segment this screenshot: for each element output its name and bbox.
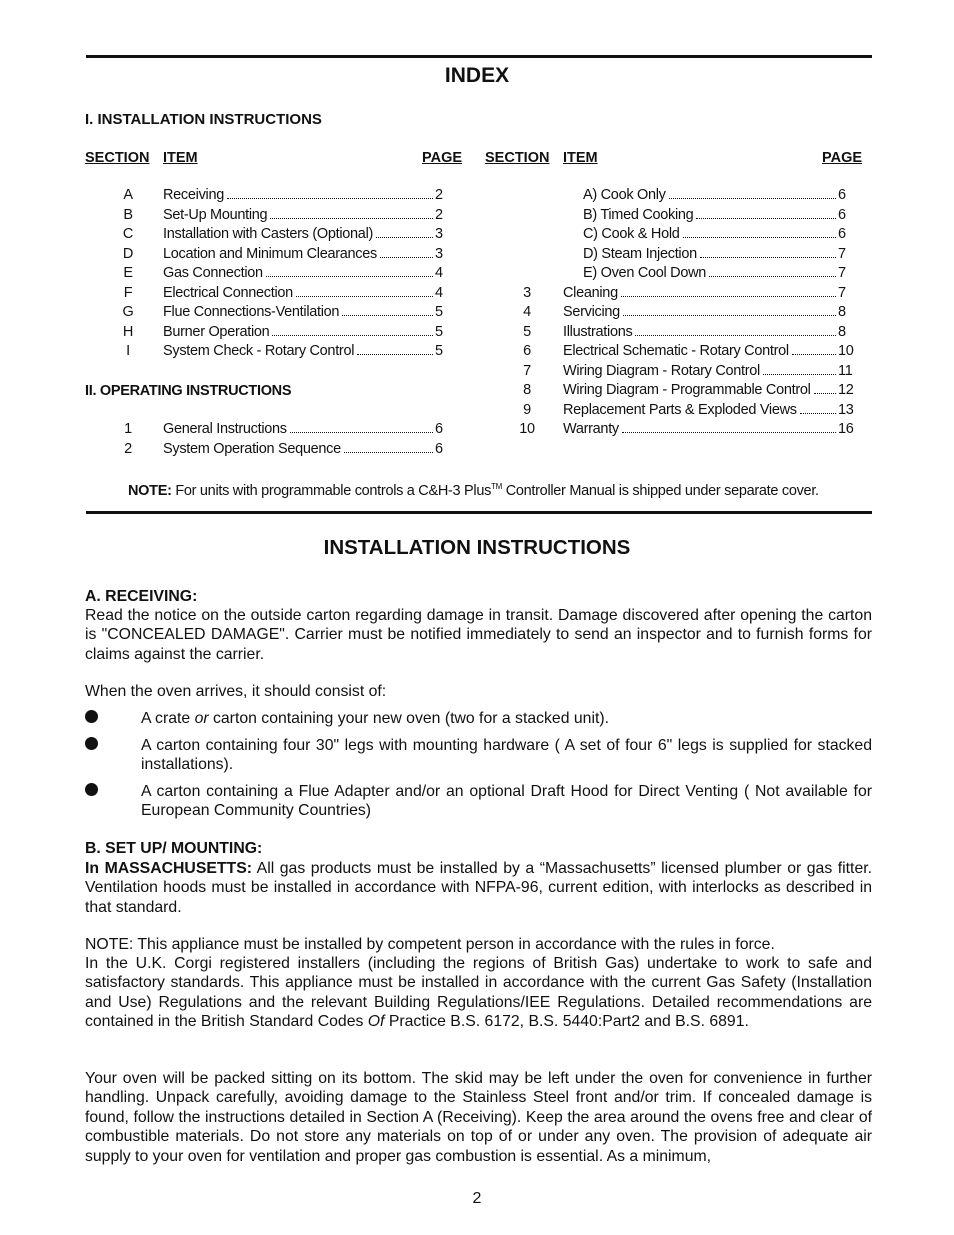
toc-item-label: Receiving <box>163 187 224 203</box>
index-note <box>128 482 819 499</box>
toc-item-label: C) Cook & Hold <box>583 226 680 242</box>
toc-row <box>485 187 855 207</box>
toc-item-label: Location and Minimum Clearances <box>163 245 377 262</box>
trademark: TM <box>491 482 502 491</box>
dot-leader <box>623 315 836 316</box>
left-header-section: SECTION <box>85 150 150 166</box>
toc-section: A <box>123 187 133 203</box>
right-header-page: PAGE <box>822 150 863 166</box>
note-text-before: For units with programmable controls a C&H-3 Plus <box>171 482 492 499</box>
toc-row <box>85 304 445 324</box>
part1-title: I. INSTALLATION INSTRUCTIONS <box>85 111 322 128</box>
toc-section: D <box>122 245 134 262</box>
toc-item <box>163 285 445 301</box>
toc-item-label: E) Oven Cool Down <box>583 265 707 281</box>
toc-item <box>563 324 855 340</box>
toc-page: 6 <box>435 440 443 457</box>
note-label: NOTE: <box>128 482 172 499</box>
left-header-item: ITEM <box>163 150 198 166</box>
toc-page: 10 <box>838 343 854 359</box>
toc-item <box>563 382 855 398</box>
toc-item-label: Burner Operation <box>163 323 270 340</box>
receiving-paragraph: Read the notice on the outside carton regarding damage in transit. Damage discovered after opening the carton is "CONCEALED DAMAGE". Carrier must be notified immediately to send an inspector and to furnish forms for claims against the carrier. <box>85 607 872 663</box>
toc-section: C <box>122 226 134 242</box>
toc-item-label: System Operation Sequence <box>163 440 341 457</box>
dot-leader <box>622 432 836 433</box>
dot-leader <box>380 257 433 258</box>
toc-item <box>563 343 855 359</box>
massachusetts-paragraph: In MASSACHUSETTS: All gas products must be installed by a “Massachusetts” licensed plumber or gas fitter. Ventilation hoods must be installed in accordance with NFPA-96, current edition, with interlocks as described in that standard. <box>85 860 873 916</box>
toc-page: 7 <box>838 284 846 301</box>
dot-leader <box>272 335 433 336</box>
toc-section: 7 <box>523 362 531 379</box>
toc-row <box>85 324 445 344</box>
note-text-after: Controller Manual is shipped under separate cover. <box>502 482 819 499</box>
toc-row <box>485 285 855 305</box>
toc-item-label: Servicing <box>563 304 620 320</box>
toc-row <box>85 187 445 207</box>
dot-leader <box>792 354 836 355</box>
toc-page: 7 <box>838 265 846 281</box>
toc-item-label: Replacement Parts & Exploded Views <box>563 401 797 418</box>
toc-page: 7 <box>838 245 846 262</box>
toc-item <box>583 246 855 262</box>
toc-row <box>85 343 445 363</box>
toc-row <box>85 421 445 441</box>
toc-item <box>583 226 855 242</box>
toc-item <box>563 363 855 379</box>
toc-item <box>163 421 445 437</box>
toc-page: 13 <box>838 401 854 418</box>
toc-row <box>485 207 855 227</box>
toc-section: 5 <box>523 323 531 340</box>
dot-leader <box>227 198 433 199</box>
toc-item-label: D) Steam Injection <box>583 245 697 262</box>
toc-row <box>485 343 855 363</box>
toc-item-label: A) Cook Only <box>583 187 666 203</box>
toc-item <box>163 187 445 203</box>
toc-page: 2 <box>435 187 443 203</box>
toc-item-label: Gas Connection <box>163 265 263 281</box>
dot-leader <box>763 374 836 375</box>
toc-page: 11 <box>838 362 853 379</box>
toc-page: 5 <box>435 323 443 340</box>
bullet-icon <box>85 710 98 723</box>
toc-row <box>485 363 855 383</box>
toc-row <box>85 285 445 305</box>
toc-page: 2 <box>435 206 443 223</box>
toc-item-label: Wiring Diagram - Rotary Control <box>563 362 760 379</box>
receiving-heading: A. RECEIVING: <box>85 588 198 605</box>
consist-line: When the oven arrives, it should consist of: <box>85 683 387 700</box>
index-title: INDEX <box>444 64 510 87</box>
toc-page: 12 <box>838 382 854 398</box>
toc-item <box>163 226 445 242</box>
dot-leader <box>683 237 836 238</box>
toc-section: H <box>122 323 134 340</box>
toc-section: G <box>122 304 134 320</box>
dot-leader <box>709 276 836 277</box>
toc-page: 5 <box>435 304 443 320</box>
setup-heading: B. SET UP/ MOUNTING: <box>85 840 263 857</box>
toc-page: 6 <box>838 206 846 223</box>
dot-leader <box>635 335 836 336</box>
toc-row <box>85 226 445 246</box>
installation-title: INSTALLATION INSTRUCTIONS <box>323 536 631 559</box>
toc-item <box>163 441 445 457</box>
toc-item <box>163 207 445 223</box>
right-header-section: SECTION <box>485 150 550 166</box>
dot-leader <box>270 218 433 219</box>
toc-row <box>485 324 855 344</box>
toc-section: 4 <box>523 304 531 320</box>
dot-leader <box>344 452 433 453</box>
toc-page: 6 <box>838 187 846 203</box>
dot-leader <box>376 237 433 238</box>
toc-section: 3 <box>523 284 531 301</box>
toc-section: 1 <box>124 421 132 437</box>
competent-note: NOTE: This appliance must be installed by competent person in accordance with the rules in force. <box>85 936 775 953</box>
toc-item-label: B) Timed Cooking <box>583 206 694 223</box>
dot-leader <box>357 354 433 355</box>
toc-row <box>485 226 855 246</box>
toc-item-label: Cleaning <box>563 284 618 301</box>
toc-item <box>583 187 855 203</box>
toc-page: 8 <box>838 323 846 340</box>
dot-leader <box>290 432 433 433</box>
toc-row <box>485 421 855 441</box>
toc-row <box>85 265 445 285</box>
toc-item <box>563 421 855 437</box>
toc-item-label: Set-Up Mounting <box>163 206 268 223</box>
toc-section: 2 <box>124 440 132 457</box>
dot-leader <box>342 315 433 316</box>
toc-section: 9 <box>523 401 531 418</box>
toc-section: 10 <box>519 421 535 437</box>
toc-section: I <box>126 343 130 359</box>
top-rule <box>86 55 872 58</box>
toc-row <box>485 246 855 266</box>
dot-leader <box>296 296 433 297</box>
toc-section: 6 <box>523 343 531 359</box>
bullet-icon <box>85 737 98 750</box>
toc-page: 16 <box>838 421 854 437</box>
toc-section: E <box>123 265 133 281</box>
toc-item <box>563 304 855 320</box>
toc-item-label: Electrical Schematic - Rotary Control <box>563 343 789 359</box>
toc-item <box>163 343 445 359</box>
toc-row <box>485 304 855 324</box>
packing-paragraph: Your oven will be packed sitting on its bottom. The skid may be left under the oven for convenience in further handling. Unpack carefully, avoiding damage to the Stainless Steel front and/or trim. If concealed damage is found, follow the instructions detailed in Section A (Receiving). Keep the area around the ovens free and clear of combustible materials. Do not store any materials on top of or under any oven. The provision of adequate air supply to your oven for ventilation and proper gas combustion is essential. As a minimum, <box>85 1070 872 1165</box>
toc-row <box>485 382 855 402</box>
dot-leader <box>814 393 836 394</box>
toc-section: 8 <box>523 382 531 398</box>
toc-item-label: Installation with Casters (Optional) <box>163 226 374 242</box>
page-number: 2 <box>472 1190 482 1207</box>
toc-item-label: System Check - Rotary Control <box>163 343 355 359</box>
left-header-page: PAGE <box>422 150 463 166</box>
toc-row <box>85 441 445 461</box>
uk-paragraph: In the U.K. Corgi registered installers (including the regions of British Gas) undertake to work to safe and satisfactory standards. This appliance must be installed in accordance with the current Gas Safety (Installation and Use) Regulations and the relevant Building Regulations/IEE Regulations. Detailed recommendations are contained in the British Standard Codes Of Practice B.S. 6172, B.S. 5440:Part2 and B.S. 6891. <box>85 955 872 1031</box>
toc-row <box>85 246 445 266</box>
right-header-item: ITEM <box>563 150 598 166</box>
toc-page: 8 <box>838 304 846 320</box>
toc-row <box>85 207 445 227</box>
toc-row <box>485 265 855 285</box>
dot-leader <box>621 296 836 297</box>
toc-item-label: Flue Connections-Ventilation <box>163 304 340 320</box>
toc-item <box>163 324 445 340</box>
toc-page: 6 <box>435 421 443 437</box>
toc-item <box>583 265 855 281</box>
toc-item-label: Warranty <box>563 421 619 437</box>
toc-section: B <box>123 206 133 223</box>
dot-leader <box>696 218 836 219</box>
toc-item <box>583 207 855 223</box>
toc-page: 5 <box>435 343 443 359</box>
toc-item <box>163 246 445 262</box>
toc-item <box>163 304 445 320</box>
dot-leader <box>700 257 836 258</box>
toc-row <box>485 402 855 422</box>
toc-page: 4 <box>435 265 443 281</box>
bullet-icon <box>85 783 98 796</box>
dot-leader <box>669 198 836 199</box>
toc-page: 3 <box>435 226 443 242</box>
toc-page: 3 <box>435 245 443 262</box>
part2-title: II. OPERATING INSTRUCTIONS <box>85 383 292 399</box>
toc-section: F <box>123 284 133 301</box>
toc-item-label: Illustrations <box>563 323 633 340</box>
dot-leader <box>266 276 433 277</box>
toc-item <box>563 402 855 418</box>
toc-item <box>563 285 855 301</box>
middle-rule <box>86 511 872 514</box>
toc-page: 6 <box>838 226 846 242</box>
toc-item-label: Electrical Connection <box>163 284 293 301</box>
toc-page: 4 <box>435 284 443 301</box>
dot-leader <box>800 413 836 414</box>
toc-item-label: General Instructions <box>163 421 287 437</box>
toc-item-label: Wiring Diagram - Programmable Control <box>563 382 811 398</box>
toc-item <box>163 265 445 281</box>
